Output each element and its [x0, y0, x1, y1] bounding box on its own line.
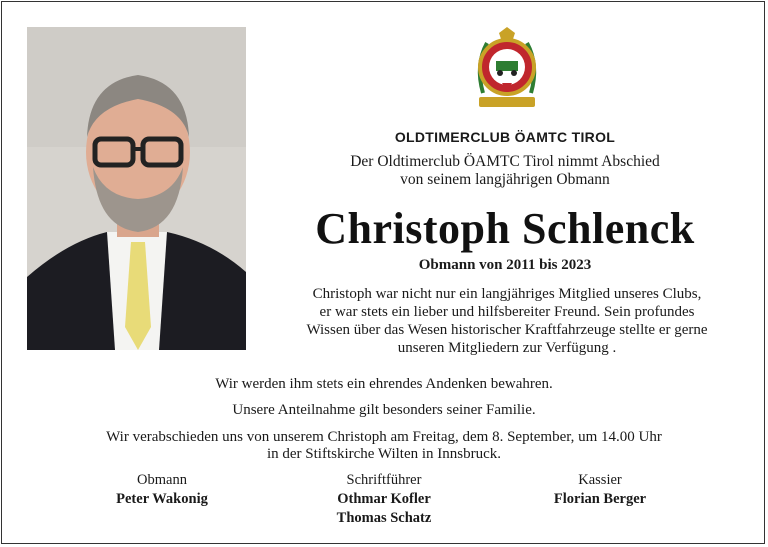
signature-role: Schriftführer — [346, 472, 422, 488]
signature-person: Thomas Schatz — [336, 510, 432, 526]
tribute-line: unseren Mitgliedern zur Verfügung . — [397, 340, 617, 356]
tribute-line: Christoph war nicht nur ein langjähriges Mitglied unseres Clubs, — [312, 286, 702, 302]
signature-person: Othmar Kofler — [337, 491, 431, 507]
intro-text — [300, 153, 710, 189]
tribute-text — [262, 285, 752, 357]
intro-line: von seinem langjährigen Obmann — [400, 171, 610, 188]
signature-person: Peter Wakonig — [116, 491, 208, 507]
tribute-line: Wissen über das Wesen historischer Kraftfahrzeuge stellte er gerne — [306, 322, 708, 338]
intro-line: Der Oldtimerclub ÖAMTC Tirol nimmt Abschied — [350, 153, 660, 170]
closing-line: in der Stiftskirche Wilten in Innsbruck. — [266, 446, 502, 462]
portrait-photo — [27, 27, 246, 350]
closing-line: Wir werden ihm stets ein ehrendes Andenken bewahren. — [215, 376, 553, 392]
signature-obmann — [67, 471, 257, 509]
tenure-text: Obmann von 2011 bis 2023 — [418, 257, 592, 273]
club-logo-emblem — [469, 25, 545, 115]
signature-schriftfuehrer — [289, 471, 479, 528]
closing-line: Unsere Anteilnahme gilt besonders seiner Familie. — [232, 402, 536, 418]
tribute-line: er war stets ein lieber und hilfsbereiter Freund. Sein profundes — [319, 304, 695, 320]
signature-role: Kassier — [578, 472, 622, 488]
club-name: OLDTIMERCLUB ÖAMTC TIROL — [394, 129, 616, 145]
deceased-name: Christoph Schlenck — [315, 204, 695, 253]
closing-line: Wir verabschieden uns von unserem Christoph am Freitag, dem 8. September, um 14.00 Uhr — [106, 429, 662, 445]
signature-role: Obmann — [137, 472, 187, 488]
signature-kassier — [505, 471, 695, 509]
signature-person: Florian Berger — [553, 491, 647, 507]
